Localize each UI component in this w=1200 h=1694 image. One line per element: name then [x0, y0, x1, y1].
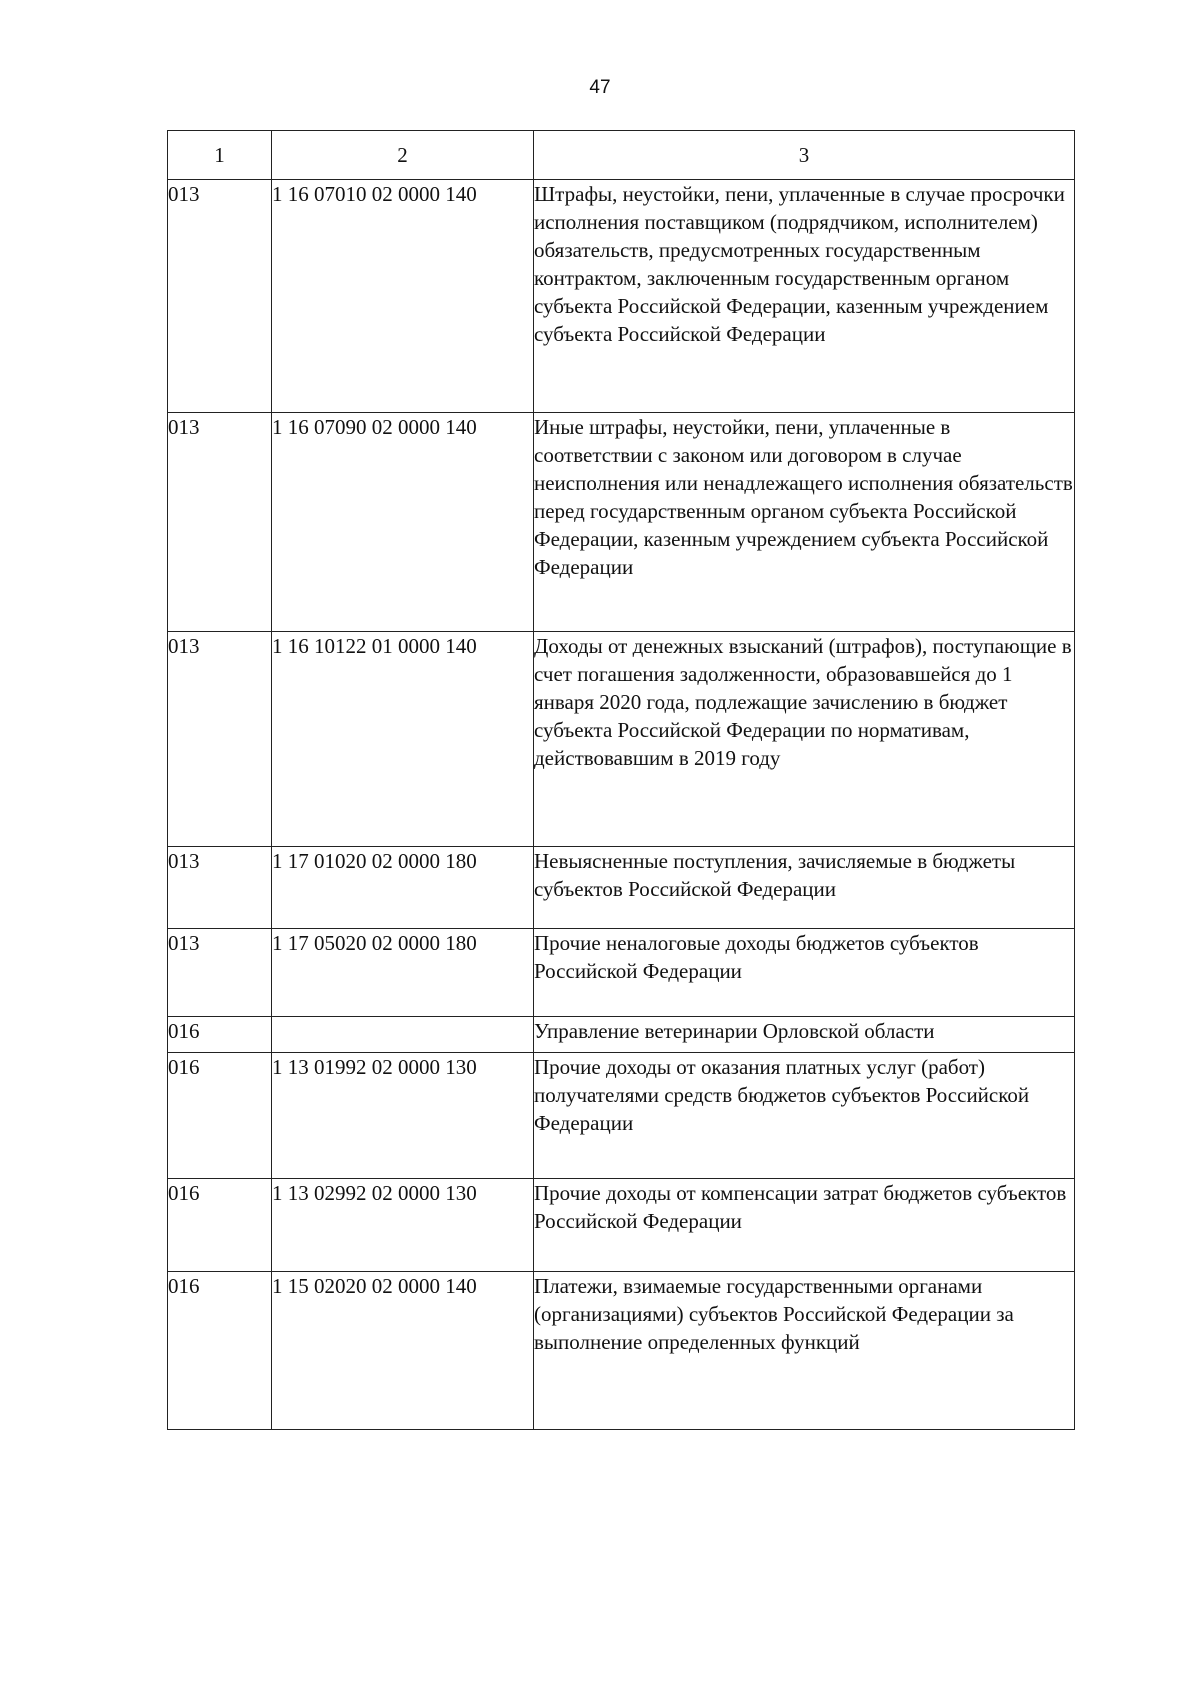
revenue-code-cell: 1 16 07010 02 0000 140 — [272, 180, 534, 413]
column-header-3: 3 — [534, 131, 1075, 180]
page-number: 47 — [589, 77, 611, 98]
column-header-2: 2 — [272, 131, 534, 180]
revenue-code-cell: 1 15 02020 02 0000 140 — [272, 1272, 534, 1430]
revenue-code-cell: 1 17 05020 02 0000 180 — [272, 929, 534, 1017]
revenue-codes-table — [167, 130, 1075, 1430]
table-row — [168, 1272, 1075, 1430]
admin-code-cell: 013 — [168, 413, 272, 632]
description-cell: Иные штрафы, неустойки, пени, уплаченные в соответствии с законом или договором в случае неисполнения или ненадлежащего исполнения обязательств перед государственным органом субъекта Российской Федерации, казенным учреждением субъекта Российской Федерации — [534, 413, 1075, 632]
description-cell: Штрафы, неустойки, пени, уплаченные в случае просрочки исполнения поставщиком (подрядчиком, исполнителем) обязательств, предусмотренных государственным контрактом, заключенным государственным органом субъекта Российской Федерации, казенным учреждением субъекта Российской Федерации — [534, 180, 1075, 413]
revenue-code-cell: 1 16 07090 02 0000 140 — [272, 413, 534, 632]
revenue-code-cell: 1 16 10122 01 0000 140 — [272, 632, 534, 847]
admin-code-cell: 016 — [168, 1017, 272, 1053]
admin-code-cell: 013 — [168, 632, 272, 847]
description-cell: Невыясненные поступления, зачисляемые в бюджеты субъектов Российской Федерации — [534, 847, 1075, 929]
table-row — [168, 180, 1075, 413]
table-row — [168, 632, 1075, 847]
column-header-1: 1 — [168, 131, 272, 180]
admin-code-cell: 013 — [168, 847, 272, 929]
table-row — [168, 847, 1075, 929]
description-cell: Прочие доходы от оказания платных услуг (работ) получателями средств бюджетов субъектов Российской Федерации — [534, 1053, 1075, 1179]
revenue-code-cell — [272, 1017, 534, 1053]
table-row — [168, 1053, 1075, 1179]
revenue-code-cell: 1 13 01992 02 0000 130 — [272, 1053, 534, 1179]
description-cell: Прочие неналоговые доходы бюджетов субъектов Российской Федерации — [534, 929, 1075, 1017]
description-cell: Прочие доходы от компенсации затрат бюджетов субъектов Российской Федерации — [534, 1179, 1075, 1272]
description-cell: Управление ветеринарии Орловской области — [534, 1017, 1075, 1053]
admin-code-cell: 013 — [168, 180, 272, 413]
revenue-code-cell: 1 17 01020 02 0000 180 — [272, 847, 534, 929]
description-cell: Доходы от денежных взысканий (штрафов), поступающие в счет погашения задолженности, образовавшейся до 1 января 2020 года, подлежащие зачислению в бюджет субъекта Российской Федерации по нормативам, действовавшим в 2019 году — [534, 632, 1075, 847]
table-row — [168, 413, 1075, 632]
admin-code-cell: 016 — [168, 1179, 272, 1272]
admin-code-cell: 016 — [168, 1272, 272, 1430]
table-row — [168, 1017, 1075, 1053]
revenue-code-cell: 1 13 02992 02 0000 130 — [272, 1179, 534, 1272]
description-cell: Платежи, взимаемые государственными органами (организациями) субъектов Российской Федерации за выполнение определенных функций — [534, 1272, 1075, 1430]
admin-code-cell: 013 — [168, 929, 272, 1017]
table-row — [168, 929, 1075, 1017]
table-header-row — [168, 131, 1075, 180]
admin-code-cell: 016 — [168, 1053, 272, 1179]
table-row — [168, 1179, 1075, 1272]
